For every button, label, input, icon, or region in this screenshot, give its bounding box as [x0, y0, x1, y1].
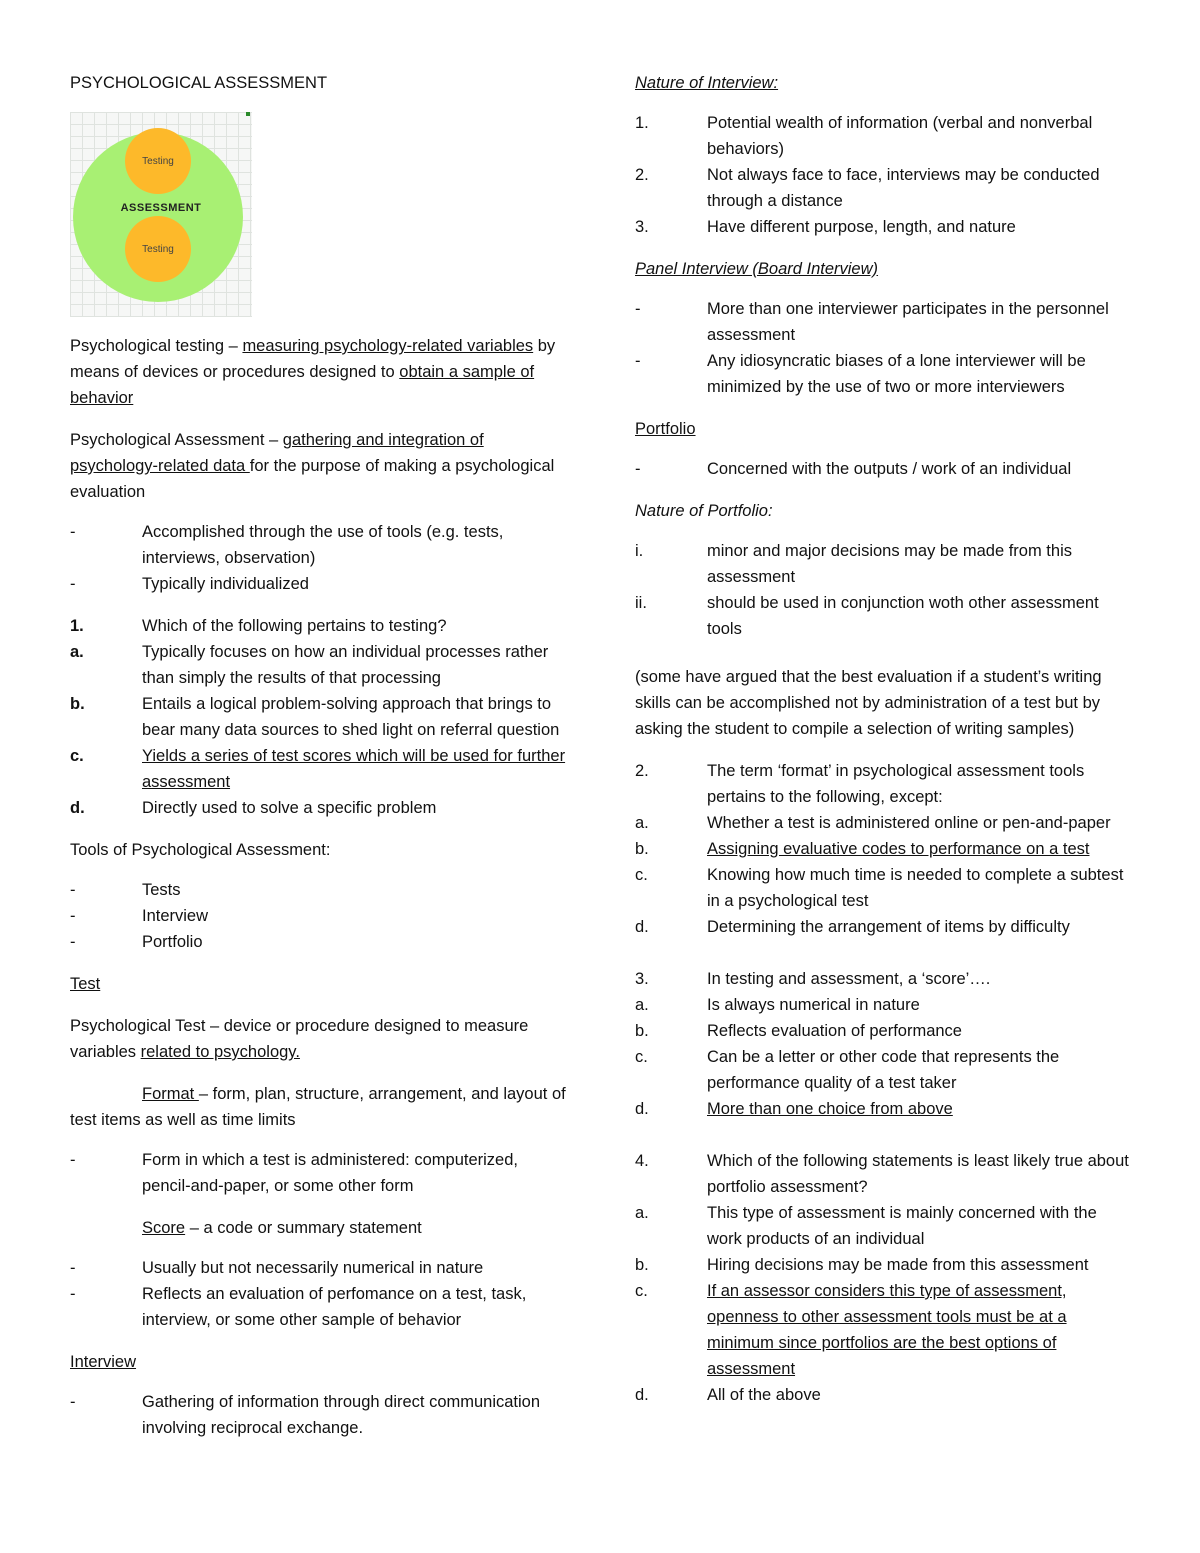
testing-def-mid: by means of devices or procedures designed to: [70, 337, 556, 381]
list-item: - Tests: [70, 881, 181, 899]
question-2: [635, 758, 1135, 940]
question-stem: 1. Which of the following pertains to testing?: [70, 617, 447, 635]
assessment-label: ASSESSMENT: [120, 202, 202, 214]
choice-d: d. Directly used to solve a specific problem: [70, 799, 437, 817]
choice-b-answer: b. Assigning evaluative codes to performance on a test: [635, 840, 1090, 858]
panel-bullets: [635, 296, 1135, 400]
list-item: - Form in which a test is administered: computerized, pencil-and-paper, or some other form: [70, 1151, 518, 1195]
list-item: - Gathering of information through direct communication involving reciprocal exchange.: [70, 1393, 541, 1437]
nature-interview-list: [635, 110, 1135, 240]
choice-a: a. Typically focuses on how an individual processes rather than simply the results of that processing: [70, 643, 549, 687]
list-item: 3. Have different purpose, length, and nature: [635, 218, 1016, 236]
portfolio-note: (some have argued that the best evaluation if a student’s writing skills can be accomplished not by administration of a test but by asking the student to compile a selection of writing samples): [635, 668, 1102, 738]
choice-d: d. All of the above: [635, 1386, 821, 1404]
choice-c-answer: c. If an assessor considers this type of assessment, openness to other assessment tools must be at a minimum since portfolios are the best options of assessment: [635, 1282, 1067, 1378]
question-3: [635, 966, 1135, 1122]
test-heading: Test: [70, 975, 101, 993]
interview-bullets: [70, 1389, 570, 1441]
left-column: [70, 70, 570, 1441]
assessment-diagram: [70, 112, 252, 317]
interview-heading: Interview: [70, 1353, 137, 1371]
testing-def-underlined-2: obtain a sample of behavior: [70, 363, 535, 407]
nature-portfolio-heading: Nature of Portfolio:: [635, 502, 773, 520]
right-column: [635, 70, 1135, 1408]
question-4: [635, 1148, 1135, 1408]
list-item: - Reflects an evaluation of perfomance on a test, task, interview, or some other sample of behavior: [70, 1285, 527, 1329]
tools-list: [70, 877, 570, 955]
choice-a: a. Is always numerical in nature: [635, 996, 920, 1014]
assessment-term: Psychological Assessment –: [70, 431, 283, 449]
testing-definition: [70, 333, 570, 411]
testing-circle-bottom: [125, 216, 191, 282]
choice-b: b. Entails a logical problem-solving approach that brings to bear many data sources to shed light on referral question: [70, 695, 560, 739]
choice-b: b. Reflects evaluation of performance: [635, 1022, 962, 1040]
nature-interview-heading: Nature of Interview:: [635, 74, 779, 92]
list-item: - Concerned with the outputs / work of an individual: [635, 460, 1072, 478]
format-bullets: [70, 1147, 570, 1199]
score-definition: Score – a code or summary statement: [142, 1219, 422, 1237]
nature-portfolio-list: [635, 538, 1135, 642]
corner-marker: [246, 112, 250, 116]
list-item: ii. should be used in conjunction woth other assessment tools: [635, 594, 1099, 638]
choice-c-answer: c. Yields a series of test scores which will be used for further assessment: [70, 747, 566, 791]
list-item: - Usually but not necessarily numerical in nature: [70, 1259, 484, 1277]
question-1: [70, 613, 570, 821]
list-item: - Any idiosyncratic biases of a lone interviewer will be minimized by the use of two or more interviewers: [635, 352, 1086, 396]
choice-c: c. Can be a letter or other code that represents the performance quality of a test taker: [635, 1048, 1060, 1092]
portfolio-heading: Portfolio: [635, 420, 696, 438]
test-definition: Psychological Test – device or procedure designed to measure variables related to psychology.: [70, 1017, 529, 1061]
portfolio-bullets: [635, 456, 1135, 482]
list-item: - More than one interviewer participates in the personnel assessment: [635, 300, 1109, 344]
choice-d-answer: d. More than one choice from above: [635, 1100, 953, 1118]
testing-label-top: Testing: [142, 155, 174, 167]
choice-a: a. Whether a test is administered online or pen-and-paper: [635, 814, 1111, 832]
assessment-bullets: [70, 519, 570, 597]
choice-b: b. Hiring decisions may be made from this assessment: [635, 1256, 1089, 1274]
score-bullets: [70, 1255, 570, 1333]
question-stem: 3. In testing and assessment, a ‘score’….: [635, 970, 991, 988]
assessment-definition: [70, 427, 570, 505]
question-stem: 4. Which of the following statements is least likely true about portfolio assessment?: [635, 1152, 1129, 1196]
list-item: 1. Potential wealth of information (verbal and nonverbal behaviors): [635, 114, 1093, 158]
document-title: PSYCHOLOGICAL ASSESSMENT: [70, 74, 328, 92]
list-item: - Accomplished through the use of tools (e.g. tests, interviews, observation): [70, 523, 504, 567]
list-item: 2. Not always face to face, interviews may be conducted through a distance: [635, 166, 1100, 210]
assessment-def-underlined: gathering and integration of psychology-related data: [70, 431, 484, 475]
tools-heading: Tools of Psychological Assessment:: [70, 841, 331, 859]
testing-circle-top: [125, 128, 191, 194]
list-item: - Typically individualized: [70, 575, 309, 593]
assessment-def-rest: for the purpose of making a psychological evaluation: [70, 457, 555, 501]
choice-c: c. Knowing how much time is needed to complete a subtest in a psychological test: [635, 866, 1124, 910]
testing-def-underlined-1: measuring psychology-related variables: [242, 337, 534, 355]
testing-term: Psychological testing –: [70, 337, 243, 355]
list-item: i. minor and major decisions may be made from this assessment: [635, 542, 1072, 586]
testing-label-bottom: Testing: [142, 243, 174, 255]
choice-a: a. This type of assessment is mainly concerned with the work products of an individual: [635, 1204, 1097, 1248]
panel-interview-heading: Panel Interview (Board Interview): [635, 260, 879, 278]
list-item: - Portfolio: [70, 933, 203, 951]
list-item: - Interview: [70, 907, 209, 925]
question-stem: 2. The term ‘format’ in psychological assessment tools pertains to the following, except:: [635, 762, 1085, 806]
choice-d: d. Determining the arrangement of items by difficulty: [635, 918, 1070, 936]
format-definition: Format – form, plan, structure, arrangement, and layout of test items as well as time limits: [70, 1085, 566, 1129]
